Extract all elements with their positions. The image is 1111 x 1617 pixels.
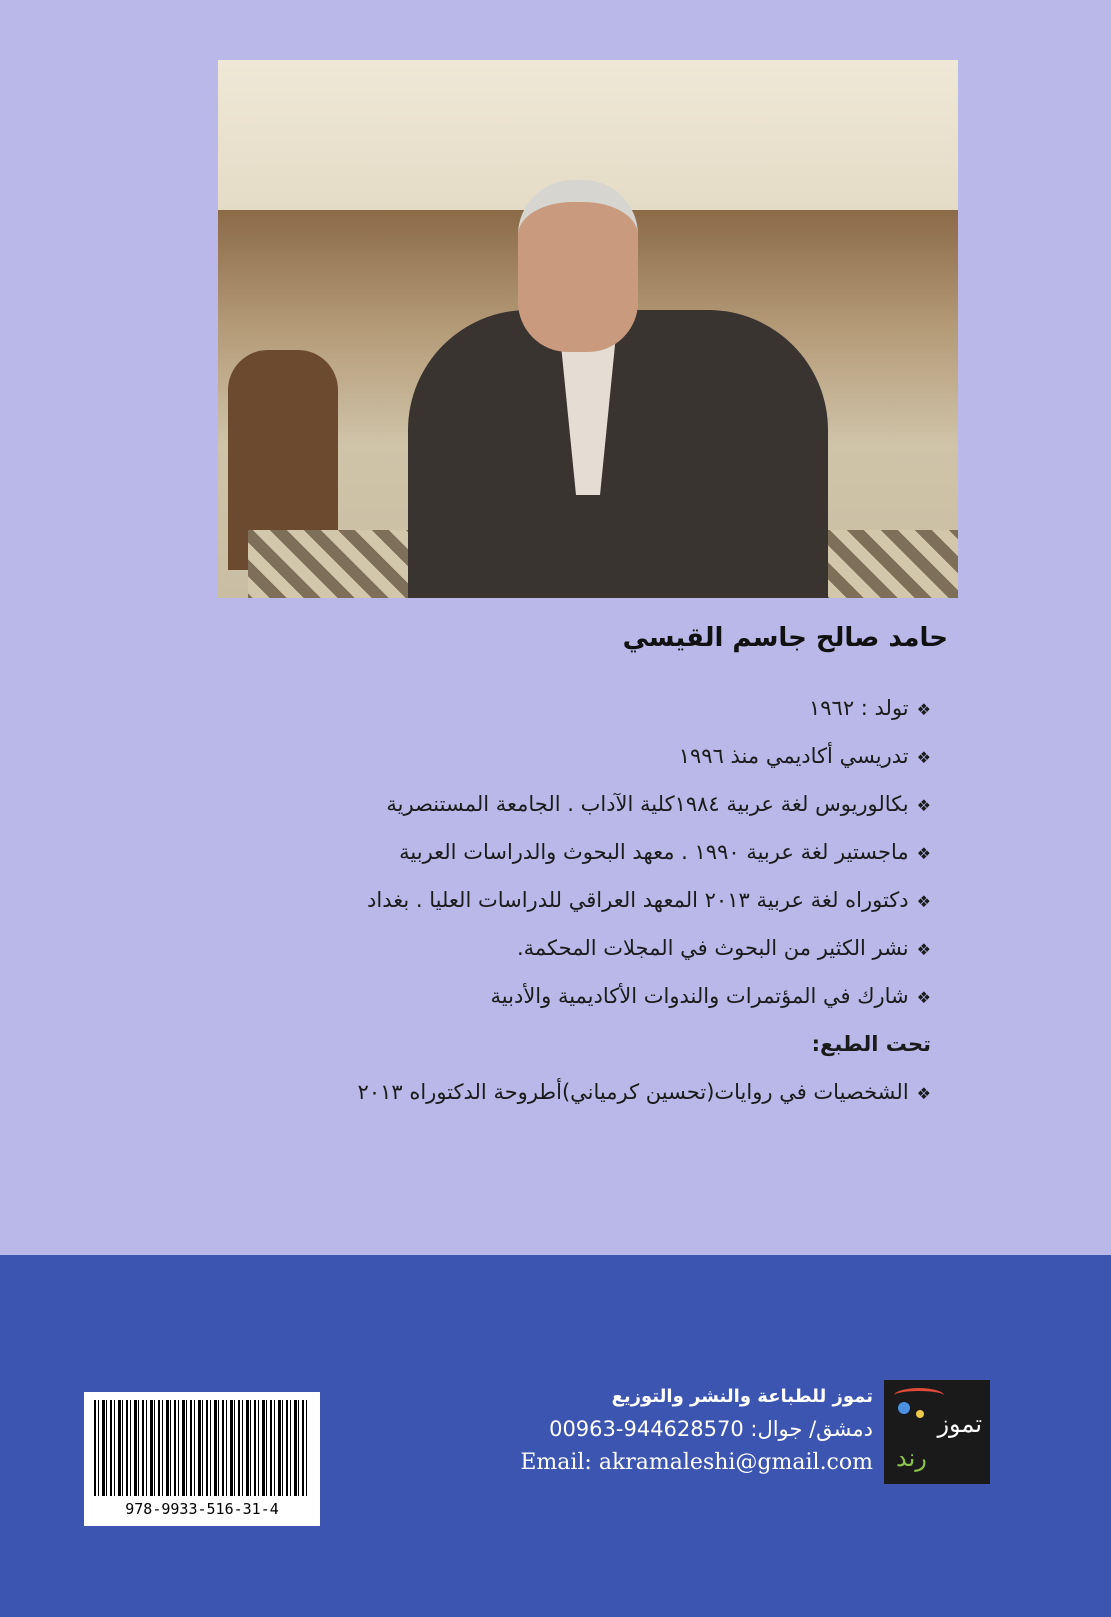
bullet-icon: ❖: [916, 940, 931, 959]
bio-item: [171, 828, 931, 876]
publisher-info: [453, 1382, 873, 1480]
bio-item: [171, 684, 931, 732]
isbn-number: 978-9933-516-31-4: [125, 1500, 279, 1518]
in-press-item-text: الشخصيات في روايات(تحسين كرمياني)أطروحة الدكتوراه ٢٠١٣: [357, 1080, 909, 1104]
isbn-barcode: [84, 1392, 320, 1526]
bullet-icon: ❖: [916, 1084, 931, 1103]
bio-item-text: تولد : ١٩٦٢: [808, 696, 909, 720]
publisher-phone: دمشق/ جوال: 944628570-00963: [549, 1417, 873, 1441]
bullet-icon: ❖: [916, 748, 931, 767]
photo-person: [408, 180, 828, 598]
bullet-icon: ❖: [916, 844, 931, 863]
publisher-logo: [884, 1380, 990, 1484]
in-press-heading: تحت الطبع:: [811, 1032, 931, 1056]
logo-text-bottom: رند: [896, 1444, 927, 1472]
in-press-item: [171, 1068, 931, 1116]
bio-item: [171, 732, 931, 780]
publisher-name: تموز للطباعة والنشر والتوزيع: [611, 1386, 873, 1407]
bio-item-text: شارك في المؤتمرات والندوات الأكاديمية والأدبية: [490, 984, 909, 1008]
bullet-icon: ❖: [916, 796, 931, 815]
author-name: حامد صالح جاسم القيسي: [622, 623, 948, 653]
logo-dot-icon: [898, 1402, 910, 1414]
logo-text-top: تموز: [937, 1410, 982, 1438]
bullet-icon: ❖: [916, 892, 931, 911]
bio-item: [171, 972, 931, 1020]
bio-item-text: دكتوراه لغة عربية ٢٠١٣ المعهد العراقي للدراسات العليا . بغداد: [367, 888, 909, 912]
bio-item: [171, 876, 931, 924]
photo-head: [518, 180, 638, 352]
bio-item-text: ماجستير لغة عربية ١٩٩٠ . معهد البحوث والدراسات العربية: [399, 840, 909, 864]
bio-item-text: نشر الكثير من البحوث في المجلات المحكمة.: [516, 936, 909, 960]
bio-item-text: تدريسي أكاديمي منذ ١٩٩٦: [678, 744, 909, 768]
publisher-email: Email: akramaleshi@gmail.com: [520, 1450, 873, 1475]
logo-swirl-icon: [894, 1388, 944, 1403]
photo-suit: [408, 310, 828, 598]
bullet-icon: ❖: [916, 988, 931, 1007]
bio-item-text: بكالوريوس لغة عربية ١٩٨٤كلية الآداب . الجامعة المستنصرية: [386, 792, 909, 816]
logo-dot-icon: [916, 1410, 924, 1418]
author-photo: [218, 60, 958, 598]
bio-item: [171, 924, 931, 972]
barcode-bars: [94, 1400, 310, 1496]
bullet-icon: ❖: [916, 700, 931, 719]
bio-list: [171, 684, 931, 1116]
bio-item: [171, 780, 931, 828]
